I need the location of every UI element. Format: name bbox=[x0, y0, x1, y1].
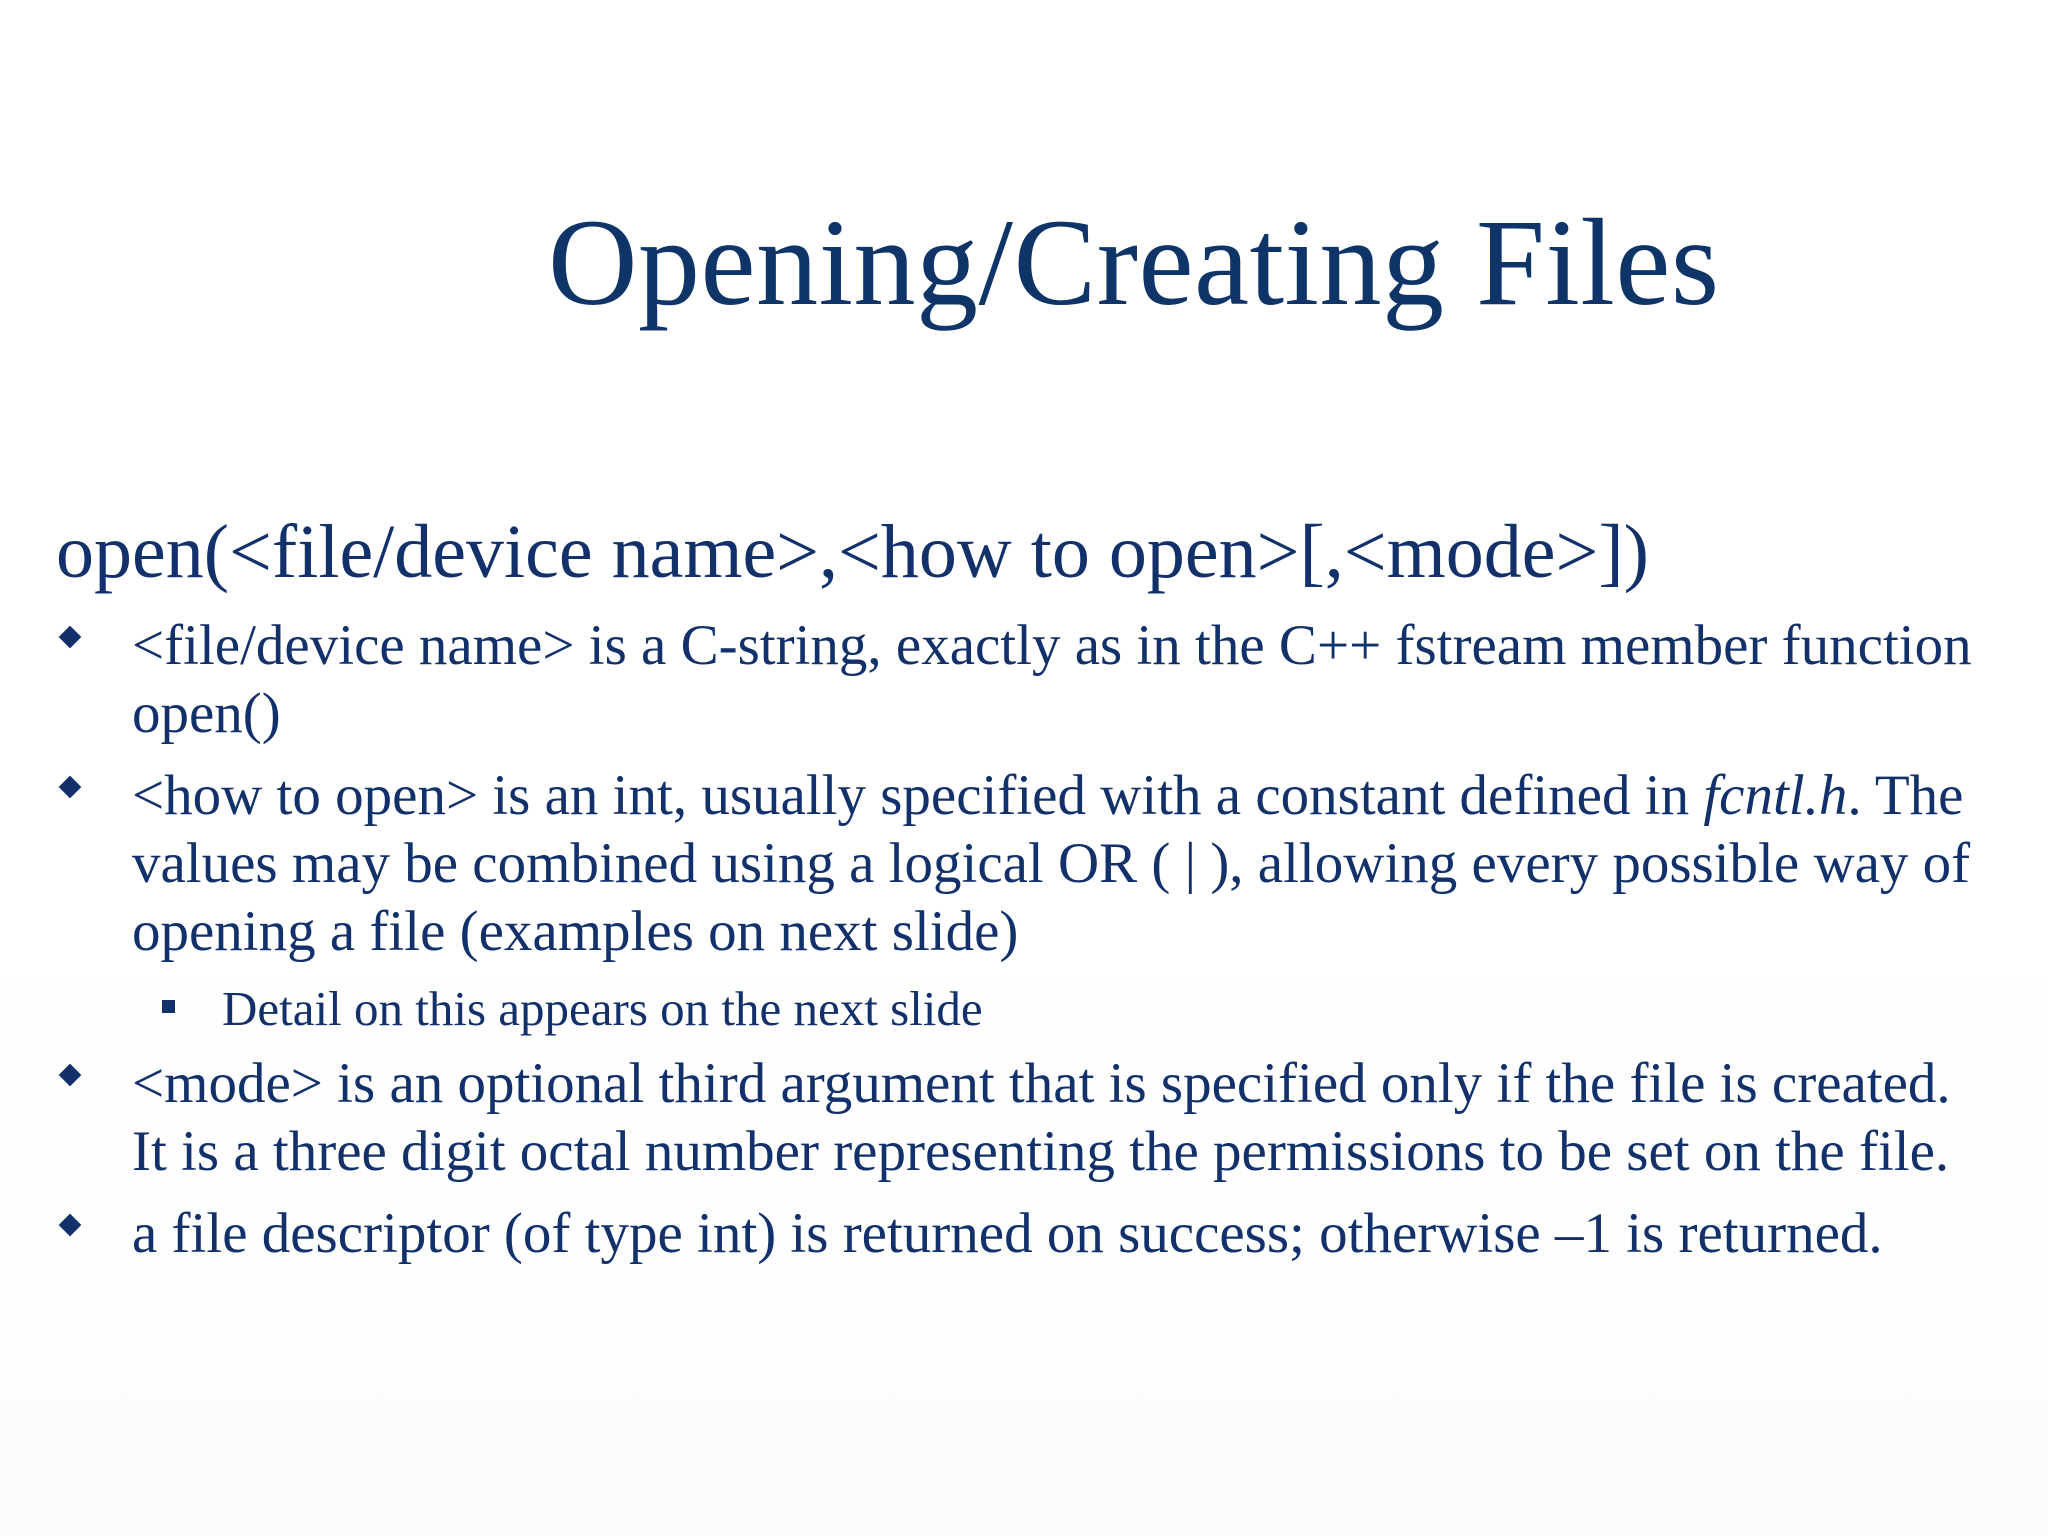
bullet-text: <file/device name> is a C-string, exactly as in the C++ fstream member function open() bbox=[132, 614, 1972, 745]
bullet-text-part: <how to open> is an int, usually specified with a constant defined in bbox=[132, 764, 1704, 827]
diamond-bullet-icon bbox=[59, 1214, 82, 1237]
diamond-bullet-icon bbox=[59, 1064, 82, 1087]
bullet-list bbox=[56, 612, 1996, 1282]
sub-bullet-item bbox=[56, 978, 1996, 1040]
bullet-item bbox=[56, 612, 1996, 748]
function-signature: open(<file/device name>,<how to open>[,<mode>]) bbox=[56, 510, 1649, 594]
header-file-name: fcntl.h bbox=[1703, 764, 1848, 827]
diamond-bullet-icon bbox=[59, 776, 82, 799]
sub-bullet-text: Detail on this appears on the next slide bbox=[222, 981, 983, 1036]
bullet-text bbox=[132, 762, 1996, 966]
bullet-text: a file descriptor (of type int) is returned on success; otherwise –1 is returned. bbox=[132, 1202, 1883, 1265]
bullet-item bbox=[56, 762, 1996, 966]
bullet-text: <mode> is an optional third argument that is specified only if the file is created. It is a three digit octal number representing the permissions to be set on the file. bbox=[132, 1052, 1951, 1183]
bullet-item bbox=[56, 1200, 1996, 1268]
diamond-bullet-icon bbox=[59, 626, 82, 649]
slide-title: Opening/Creating Files bbox=[548, 194, 1720, 331]
bullet-item bbox=[56, 1050, 1996, 1186]
bullet-text-part: . The values may be combined using a logical OR ( | ), allowing every possible way of opening a file (examples on next slide) bbox=[132, 764, 1971, 963]
square-bullet-icon bbox=[162, 1000, 175, 1013]
